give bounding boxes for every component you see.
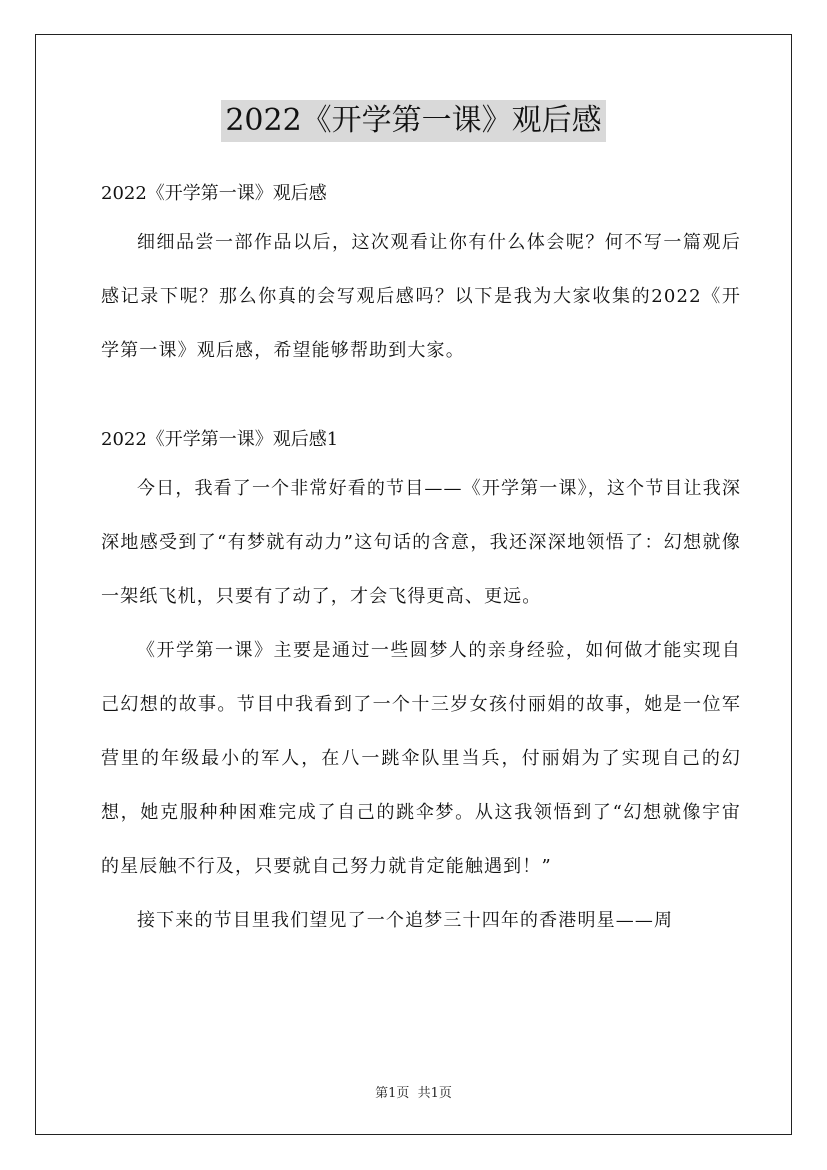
document-body	[101, 172, 741, 948]
title-container	[0, 100, 827, 142]
section-heading: 2022《开学第一课》观后感1	[101, 429, 339, 450]
section-spacer	[101, 378, 741, 418]
document-subtitle: 2022《开学第一课》观后感	[101, 183, 327, 204]
body-paragraph: 《开学第一课》主要是通过一些圆梦人的亲身经验，如何做才能实现自己幻想的故事。节目中我看到了一个十三岁女孩付丽娟的故事，她是一位军营里的年级最小的军人，在八一跳伞队里当兵，付丽娟为了实现自己的幻想，她克服种种困难完成了自己的跳伞梦。从这我领悟到了“幻想就像宇宙的星辰触不行及，只要就自己努力就肯定能触遇到！”	[101, 640, 741, 877]
intro-paragraph: 细细品尝一部作品以后，这次观看让你有什么体会呢？何不写一篇观后感记录下呢？那么你真的会写观后感吗？以下是我为大家收集的2022《开学第一课》观后感，希望能够帮助到大家。	[101, 232, 741, 361]
page-footer: 第1页 共1页	[375, 1086, 452, 1101]
document-title: 2022《开学第一课》观后感	[221, 100, 605, 142]
body-paragraph: 接下来的节目里我们望见了一个追梦三十四年的香港明星——周	[137, 910, 674, 931]
body-paragraph: 今日，我看了一个非常好看的节目——《开学第一课》，这个节目让我深深地感受到了“有梦就有动力”这句话的含意，我还深深地领悟了：幻想就像一架纸飞机，只要有了动了，才会飞得更高、更远。	[101, 478, 741, 607]
